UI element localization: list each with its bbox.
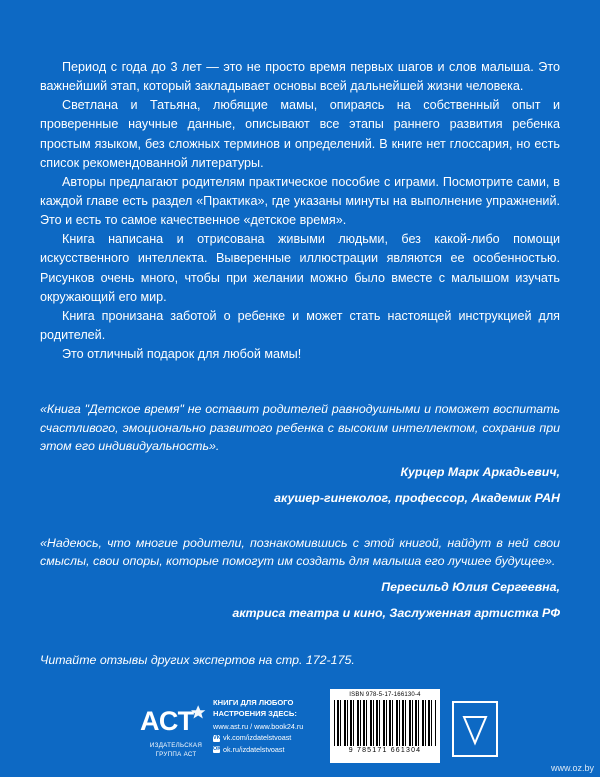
vk-link-row[interactable] bbox=[213, 733, 343, 743]
endorsements bbox=[40, 400, 560, 667]
ok-icon: OK bbox=[213, 746, 222, 753]
vk-link-label: vk.com/izdatelstvoast bbox=[223, 733, 292, 743]
publisher-contacts bbox=[213, 697, 343, 755]
barcode-bars bbox=[334, 700, 436, 746]
barcode bbox=[330, 689, 440, 763]
barcode-digits: 9 785171 661304 bbox=[348, 747, 422, 754]
experts-note: Читайте отзывы других экспертов на стр. 172-175. bbox=[40, 652, 355, 667]
quote-author: Пересильд Юлия Сергеевна, bbox=[381, 580, 560, 595]
svg-text:АСТ: АСТ bbox=[140, 706, 195, 737]
description-text bbox=[40, 58, 560, 364]
quote-text: «Надеюсь, что многие родители, познакомившись с этой книгой, найдут в ней свои смыслы, свои опоры, которые помогут им создать для малыша его лучшее будущее». bbox=[40, 535, 560, 569]
quote-text: «Книга "Детское время" не оставит родителей равнодушными и поможет воспитать счастливого, эмоционально развитого ребенка с высоким интеллектом, сохранив при этом его индивидуальность». bbox=[40, 402, 560, 454]
footer bbox=[0, 667, 600, 777]
publisher-logo-caption: ИЗДАТЕЛЬСКАЯ ГРУППА АСТ bbox=[149, 742, 203, 758]
vk-icon: VK bbox=[213, 734, 221, 741]
quote-role: акушер-гинеколог, профессор, Академик РАН bbox=[274, 490, 560, 505]
paragraph: Книга написана и отрисована живыми людьми, без какой-либо помощи искусственного интеллекта. Выверенные иллюстрации являются ее особенностью. Рисунков очень много, чтобы при желании можно было вместе с малышом изучать окружающий его мир. bbox=[40, 232, 560, 304]
quote-author: Курцер Марк Аркадьевич, bbox=[400, 464, 560, 479]
publisher-logo bbox=[140, 700, 212, 759]
paragraph: Книга пронизана заботой о ребенке и может стать настоящей инструкцией для родителей. bbox=[40, 308, 560, 342]
publisher-contacts-header: КНИГИ ДЛЯ ЛЮБОГО НАСТРОЕНИЯ ЗДЕСЬ: bbox=[213, 697, 297, 718]
paragraph: Светлана и Татьяна, любящие мамы, опираясь на собственный опыт и проверенные научные данные, описывают все этапы раннего развития ребенка простым языком, без сложных терминов и определений. В книге нет глоссария, но есть список рекомендованной литературы. bbox=[40, 98, 560, 170]
spacer bbox=[40, 508, 560, 534]
paragraph: Период с года до 3 лет — это не просто время первых шагов и слов малыша. Это важнейший этап, который закладывает основы всей дальнейшей жизни человека. bbox=[40, 60, 560, 94]
isbn-text: ISBN 978-5-17-166130-4 bbox=[349, 692, 421, 698]
publisher-website[interactable]: www.ast.ru / www.book24.ru bbox=[213, 721, 304, 731]
ok-link-label: ok.ru/izdatelstvoast bbox=[223, 744, 285, 754]
ast-logo-icon bbox=[140, 700, 212, 740]
watermark: www.oz.by bbox=[550, 763, 594, 773]
quote-role: актриса театра и кино, Заслуженная артистка РФ bbox=[232, 606, 560, 620]
ok-link-row[interactable] bbox=[213, 745, 343, 755]
paragraph: Авторы предлагают родителям практическое пособие с играми. Посмотрите сами, в каждой главе есть раздел «Практика», где указаны минуты на выполнение упражнений. Это и есть то самое качественное «детское время». bbox=[40, 174, 560, 228]
paragraph: Это отличный подарок для любой мамы! bbox=[62, 347, 302, 362]
triangle-logo-icon bbox=[452, 701, 498, 757]
